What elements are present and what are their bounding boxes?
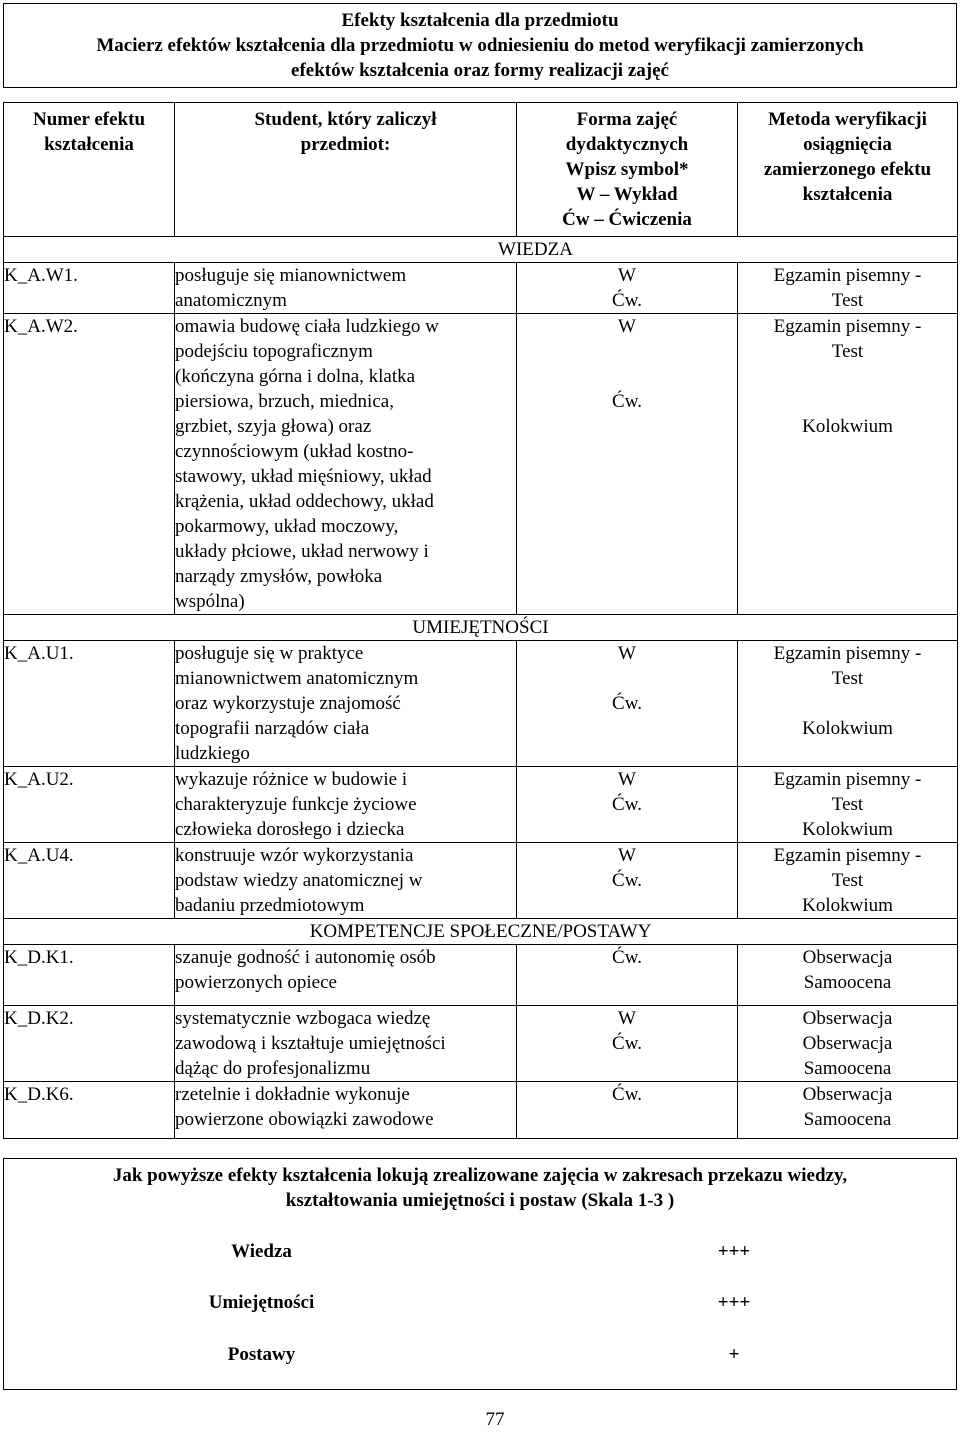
effect-description-line: konstruuje wzór wykorzystania	[175, 845, 414, 866]
scale-value: +	[728, 1344, 740, 1365]
effect-code: K_A.U1.	[4, 641, 175, 767]
effect-metoda	[738, 263, 958, 314]
effect-description-line: posługuje się w praktyce	[175, 643, 364, 664]
effect-description-line: omawia budowę ciała ludzkiego w	[175, 316, 439, 337]
effect-description-line: dążąc do profesjonalizmu	[175, 1058, 371, 1079]
effect-forma-line: Ćw.	[612, 693, 642, 714]
effect-forma-line: W	[618, 769, 636, 790]
column-header-student: Student, który zaliczył przedmiot:	[175, 103, 517, 237]
table-row	[4, 263, 958, 314]
scale-value: +++	[717, 1292, 751, 1313]
effect-metoda-line: Test	[831, 290, 864, 311]
effect-metoda-line: Egzamin pisemny -	[773, 265, 922, 286]
effect-description-line: krążenia, układ oddechowy, układ	[175, 491, 434, 512]
effect-forma	[517, 641, 738, 767]
effect-description-line: szanuje godność i autonomię osób	[175, 947, 436, 968]
scale-value: +++	[717, 1241, 751, 1262]
effect-description-line: (kończyna górna i dolna, klatka	[175, 366, 416, 387]
skill-scale-block	[3, 1158, 957, 1390]
effect-description-line: czynnościowym (układ kostno-	[175, 441, 414, 462]
effect-description-line: grzbiet, szyja głowa) oraz	[175, 416, 372, 437]
scale-row-umiejetnosci	[4, 1292, 956, 1316]
effect-forma-line: W	[618, 265, 636, 286]
effect-code: K_D.K2.	[4, 1006, 175, 1082]
effect-forma	[517, 843, 738, 919]
rows-umiejetnosci	[4, 641, 958, 919]
effect-metoda-line: Samoocena	[803, 1109, 892, 1130]
effect-metoda	[738, 1082, 958, 1139]
effect-forma	[517, 263, 738, 314]
effect-description	[175, 945, 517, 1006]
effect-metoda-line: Obserwacja	[802, 1033, 893, 1054]
table-row	[4, 1006, 958, 1082]
table-row	[4, 767, 958, 843]
effect-description	[175, 1082, 517, 1139]
effect-forma	[517, 1082, 738, 1139]
effect-description-line: narządy zmysłów, powłoka	[175, 566, 383, 587]
effect-description	[175, 1006, 517, 1082]
effect-description-line: ludzkiego	[175, 743, 250, 764]
effect-description-line: pokarmowy, układ moczowy,	[175, 516, 399, 537]
effect-description-line: systematycznie wzbogaca wiedzę	[175, 1008, 431, 1029]
effect-metoda-line: Kolokwium	[802, 895, 893, 916]
effect-metoda-line: Samoocena	[803, 1058, 892, 1079]
effect-description-line: badaniu przedmiotowym	[175, 895, 365, 916]
effect-metoda-line: Egzamin pisemny -	[773, 769, 922, 790]
effect-metoda-line: Test	[831, 668, 864, 689]
effect-metoda-line: Obserwacja	[802, 1008, 893, 1029]
effect-forma	[517, 945, 738, 1006]
effect-forma-line: Ćw.	[612, 794, 642, 815]
effect-metoda-line	[738, 364, 957, 389]
section-header-umiejetnosci: UMIEJĘTNOŚCI	[4, 615, 958, 641]
effect-forma-line: Ćw.	[612, 290, 642, 311]
effect-metoda-line: Samoocena	[803, 972, 892, 993]
effect-description-line: topografii narządów ciała	[175, 718, 370, 739]
effect-code: K_A.U4.	[4, 843, 175, 919]
effect-metoda-line: Kolokwium	[802, 416, 893, 437]
table-row	[4, 945, 958, 1006]
effect-metoda-line	[738, 691, 957, 716]
effect-description-line: powierzonych opiece	[175, 972, 337, 993]
scale-label: Umiejętności	[208, 1292, 315, 1313]
effect-metoda	[738, 314, 958, 615]
column-header-numer: Numer efektu kształcenia	[4, 103, 175, 237]
effect-description-line: mianownictwem anatomicznym	[175, 668, 419, 689]
effect-metoda-line: Test	[831, 341, 864, 362]
table-row	[4, 314, 958, 615]
scale-label: Wiedza	[231, 1241, 292, 1262]
effect-description-line: oraz wykorzystuje znajomość	[175, 693, 401, 714]
effect-description-line: posługuje się mianownictwem	[175, 265, 407, 286]
effect-description-line: charakteryzuje funkcje życiowe	[175, 794, 417, 815]
effect-description-line: podejściu topograficznym	[175, 341, 373, 362]
table-row	[4, 1082, 958, 1139]
effect-description-line: stawowy, układ mięśniowy, układ	[175, 466, 432, 487]
effect-forma-line: W	[618, 845, 636, 866]
effect-code: K_D.K6.	[4, 1082, 175, 1139]
effect-code: K_A.W2.	[4, 314, 175, 615]
effect-metoda	[738, 767, 958, 843]
skill-scale-title: Jak powyższe efekty kształcenia lokują zrealizowane zajęcia w zakresach przekazu wiedzy, kształtowania umiejętności i postaw (Skala 1-3 )	[112, 1165, 848, 1211]
effect-description	[175, 767, 517, 843]
effect-code: K_A.U2.	[4, 767, 175, 843]
effect-code: K_D.K1.	[4, 945, 175, 1006]
effect-forma-line	[517, 364, 737, 389]
effect-forma-line: Ćw.	[612, 947, 642, 968]
effect-description-line: układy płciowe, układ nerwowy i	[175, 541, 429, 562]
effect-forma-line: Ćw.	[612, 1084, 642, 1105]
effect-metoda-line: Kolokwium	[802, 819, 893, 840]
header-subtitle-line-2: efektów kształcenia oraz formy realizacji zajęć	[291, 60, 669, 81]
column-header-metoda: Metoda weryfikacji osiągnięcia zamierzonego efektu kształcenia	[738, 103, 958, 237]
effect-forma	[517, 314, 738, 615]
effect-metoda-line: Kolokwium	[802, 718, 893, 739]
effect-metoda-line: Egzamin pisemny -	[773, 845, 922, 866]
effect-description-line: zawodową i kształtuje umiejętności	[175, 1033, 446, 1054]
effect-metoda-line: Obserwacja	[802, 947, 893, 968]
effect-description-line: wspólna)	[175, 591, 245, 612]
scale-row-wiedza	[4, 1241, 956, 1265]
effect-forma	[517, 1006, 738, 1082]
section-header-wiedza: WIEDZA	[4, 237, 958, 263]
effect-forma-line: Ćw.	[612, 870, 642, 891]
effect-description-line: rzetelnie i dokładnie wykonuje	[175, 1084, 410, 1105]
table-header-row	[4, 103, 958, 237]
effect-description-line: podstaw wiedzy anatomicznej w	[175, 870, 423, 891]
table-row	[4, 641, 958, 767]
effect-metoda	[738, 641, 958, 767]
effect-forma-line: W	[618, 1008, 636, 1029]
effect-metoda-line: Test	[831, 870, 864, 891]
effect-description	[175, 314, 517, 615]
effect-description	[175, 641, 517, 767]
table-row	[4, 843, 958, 919]
effect-forma-line	[517, 339, 737, 364]
page-number: 77	[485, 1409, 505, 1430]
effect-metoda	[738, 1006, 958, 1082]
effect-metoda	[738, 843, 958, 919]
effect-forma-line: Ćw.	[612, 1033, 642, 1054]
effect-description	[175, 263, 517, 314]
column-header-forma: Forma zajęć dydaktycznych Wpisz symbol* W – Wykład Ćw – Ćwiczenia	[517, 103, 738, 237]
effect-metoda	[738, 945, 958, 1006]
effect-metoda-line: Egzamin pisemny -	[773, 643, 922, 664]
scale-row-postawy	[4, 1344, 956, 1368]
effect-forma-line: Ćw.	[612, 391, 642, 412]
effect-metoda-line	[738, 389, 957, 414]
effect-description-line: powierzone obowiązki zawodowe	[175, 1109, 434, 1130]
rows-wiedza	[4, 263, 958, 615]
scale-label: Postawy	[227, 1344, 296, 1365]
rows-kompetencje	[4, 945, 958, 1139]
effect-forma	[517, 767, 738, 843]
effects-matrix-table	[3, 102, 958, 1139]
effect-description-line: człowieka dorosłego i dziecka	[175, 819, 405, 840]
effect-metoda-line: Egzamin pisemny -	[773, 316, 922, 337]
section-header-kompetencje: KOMPETENCJE SPOŁECZNE/POSTAWY	[4, 919, 958, 945]
effect-forma-line	[517, 666, 737, 691]
effect-forma-line: W	[618, 643, 636, 664]
effect-metoda-line: Test	[831, 794, 864, 815]
effect-description	[175, 843, 517, 919]
document-header	[3, 3, 957, 88]
effect-description-line: anatomicznym	[175, 290, 287, 311]
effect-code: K_A.W1.	[4, 263, 175, 314]
header-title: Efekty kształcenia dla przedmiotu	[341, 10, 619, 31]
effect-description-line: piersiowa, brzuch, miednica,	[175, 391, 394, 412]
effect-description-line: wykazuje różnice w budowie i	[175, 769, 408, 790]
effect-metoda-line: Obserwacja	[802, 1084, 893, 1105]
effect-forma-line: W	[618, 316, 636, 337]
header-subtitle-line-1: Macierz efektów kształcenia dla przedmiotu w odniesieniu do metod weryfikacji zamierzonych	[96, 35, 864, 56]
